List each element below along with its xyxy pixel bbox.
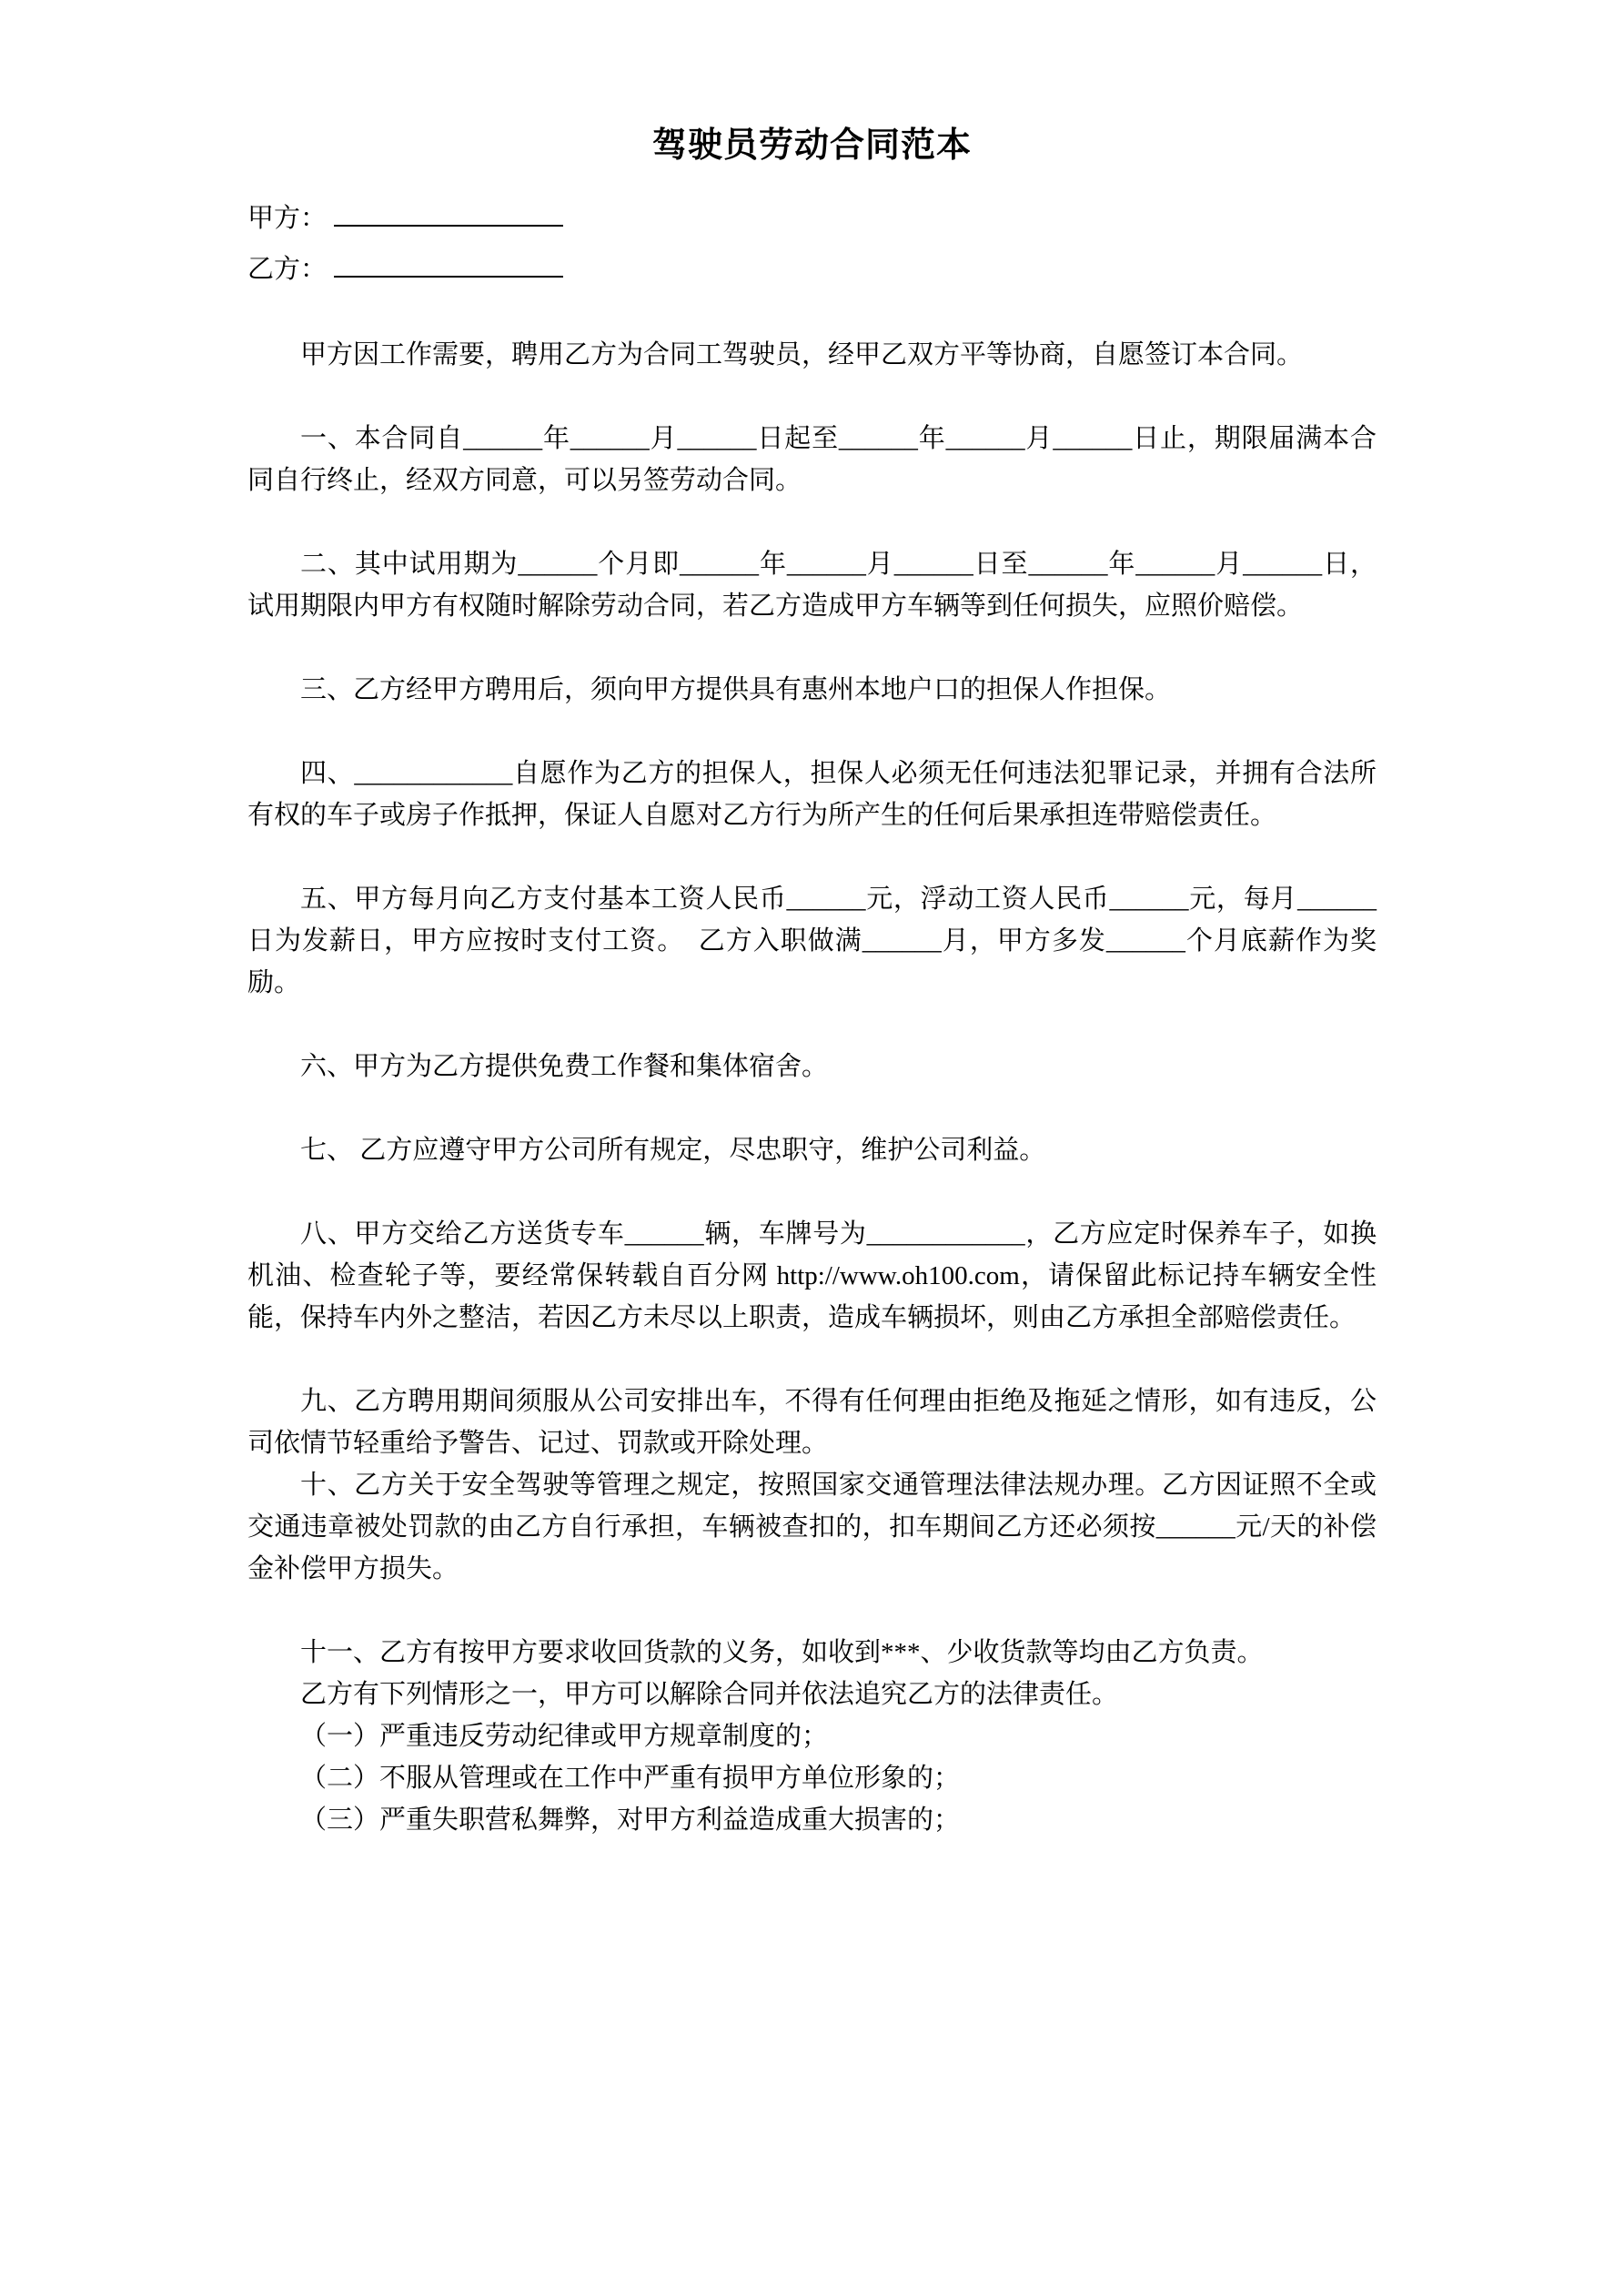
- clause-5: 五、甲方每月向乙方支付基本工资人民币______元，浮动工资人民币______元，每月______日为发薪日，甲方应按时支付工资。 乙方入职做满______月，甲方多发______个月底薪作为奖励。: [247, 885, 1377, 997]
- clause-10: 十、乙方关于安全驾驶等管理之规定，按照国家交通管理法律法规办理。乙方因证照不全或交通违章被处罚款的由乙方自行承担，车辆被查扣的，扣车期间乙方还必须按______元/天的补偿金补偿甲方损失。: [247, 1471, 1377, 1583]
- clause-9: 九、乙方聘用期间须服从公司安排出车，不得有任何理由拒绝及拖延之情形，如有违反，公司依情节轻重给予警告、记过、罚款或开除处理。: [247, 1387, 1377, 1458]
- document-title: 驾驶员劳动合同范本: [651, 126, 972, 165]
- clause-1: 一、本合同自______年______月______日起至______年______月______日止，期限届满本合同自行终止，经双方同意，可以另签劳动合同。: [247, 424, 1377, 495]
- party-a-label: 甲方：: [247, 204, 328, 233]
- party-a-blank: [334, 197, 563, 227]
- clause-6: 六、甲方为乙方提供免费工作餐和集体宿舍。: [300, 1052, 829, 1081]
- party-b-blank: [334, 248, 563, 278]
- clause-3: 三、乙方经甲方聘用后，须向甲方提供具有惠州本地户口的担保人作担保。: [300, 675, 1172, 704]
- party-b-line: [247, 248, 1377, 290]
- clause-8: 八、甲方交给乙方送货专车______辆，车牌号为____________，乙方应定时保养车子，如换机油、检查轮子等，要经常保转载自百分网 http://www.oh100.com，请保留此标记持车辆安全性能，保持车内外之整洁，若因乙方未尽以上职责，造成车辆损坏，则由乙方承担全部赔偿责任。: [247, 1219, 1377, 1332]
- termination-intro: 乙方有下列情形之一，甲方可以解除合同并依法追究乙方的法律责任。: [300, 1680, 1119, 1709]
- termination-item-2: （二）不服从管理或在工作中严重有损甲方单位形象的；: [300, 1764, 961, 1793]
- termination-item-1: （一）严重违反劳动纪律或甲方规章制度的；: [300, 1722, 829, 1751]
- clause-7: 七、 乙方应遵守甲方公司所有规定，尽忠职守，维护公司利益。: [300, 1136, 1046, 1165]
- paragraph-intro: 甲方因工作需要，聘用乙方为合同工驾驶员，经甲乙双方平等协商，自愿签订本合同。: [300, 340, 1304, 369]
- clause-2: 二、其中试用期为______个月即______年______月______日至______年______月______日，试用期限内甲方有权随时解除劳动合同，若乙方造成甲方车辆等到任何损失，应照价赔偿。: [247, 550, 1377, 621]
- clause-11: 十一、乙方有按甲方要求收回货款的义务，如收到***、少收货款等均由乙方负责。: [300, 1638, 1264, 1667]
- party-b-label: 乙方：: [247, 255, 328, 284]
- party-a-line: [247, 197, 1377, 239]
- termination-item-3: （三）严重失职营私舞弊，对甲方利益造成重大损害的；: [300, 1805, 961, 1835]
- clause-4: 四、____________自愿作为乙方的担保人，担保人必须无任何违法犯罪记录，并拥有合法所有权的车子或房子作抵押，保证人自愿对乙方行为所产生的任何后果承担连带赔偿责任。: [247, 759, 1377, 830]
